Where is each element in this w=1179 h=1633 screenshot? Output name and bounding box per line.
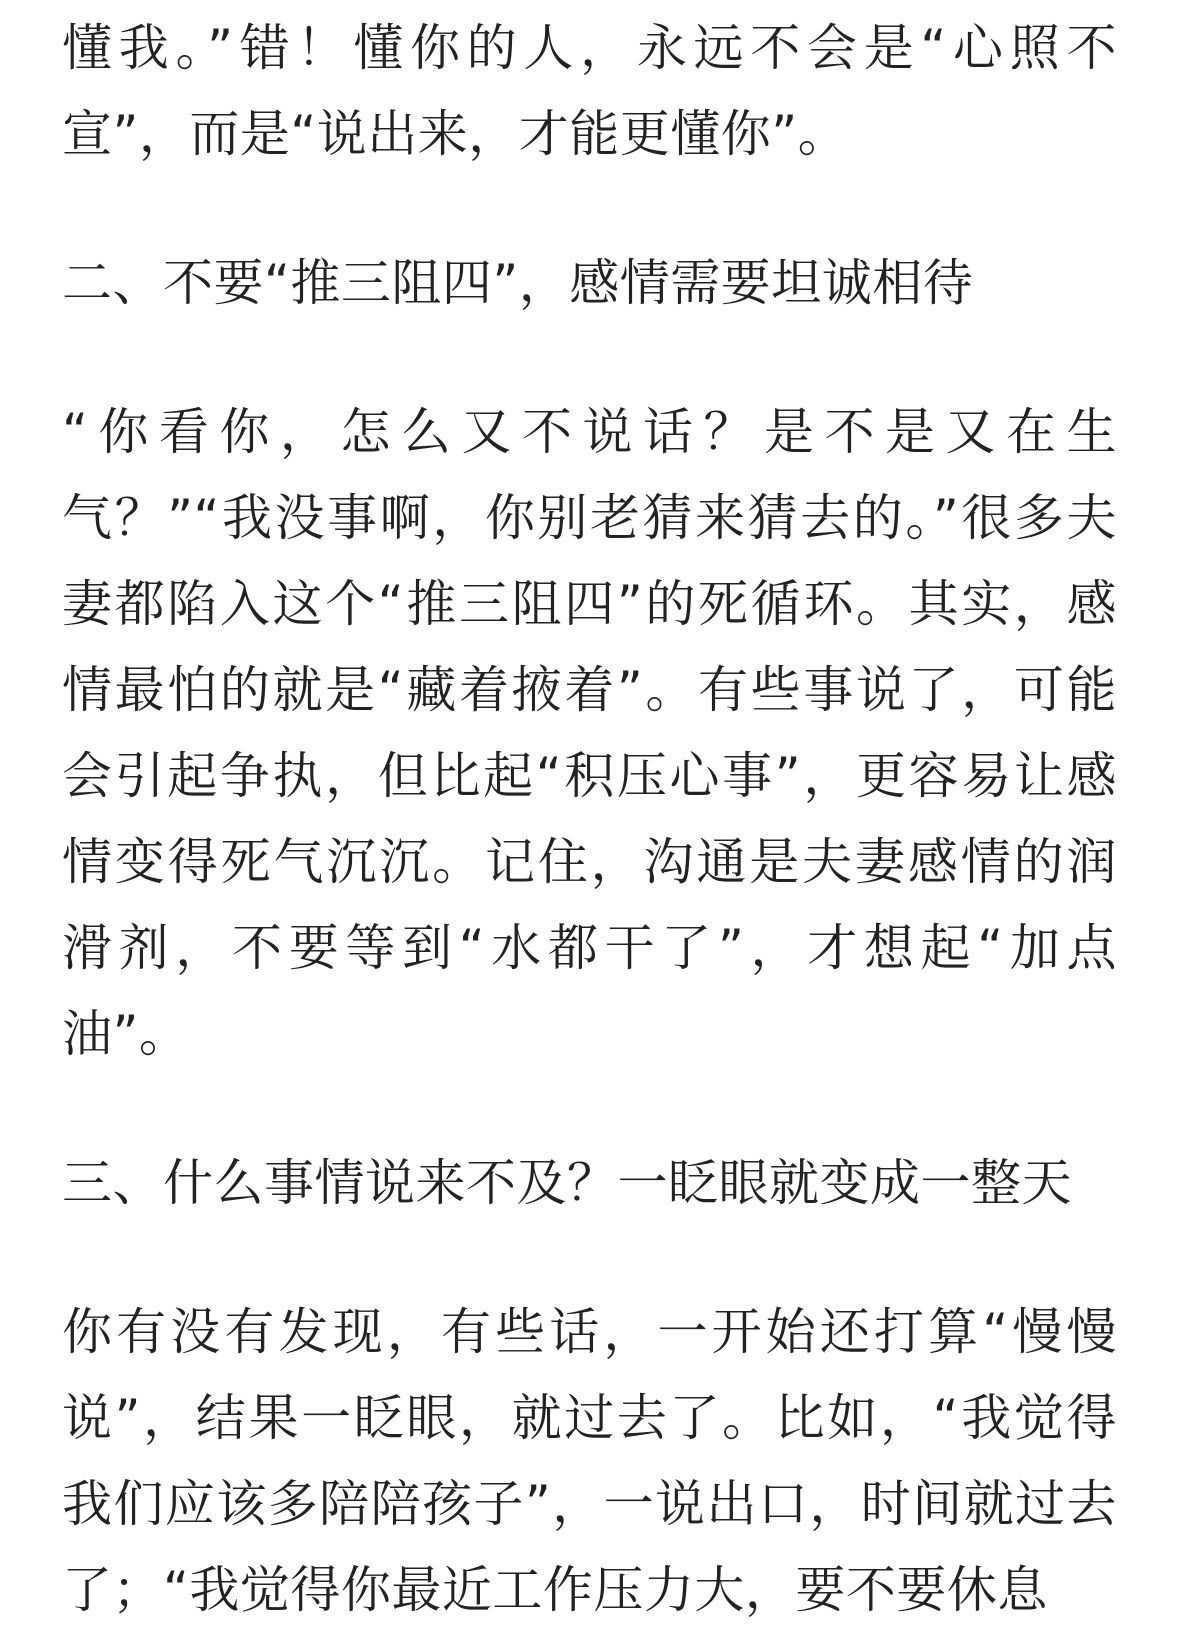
paragraph: “你看你，怎么又不说话？是不是又在生气？”“我没事啊，你别老猜来猜去的。”很多夫妻都陷入这个“推三阻四”的死循环。其实，感情最怕的就是“藏着掖着”。有些事说了，可能会引起争执，但比起“积压心事”，更容易让感情变得死气沉沉。记住，沟通是夫妻感情的润滑剂，不要等到“水都干了”，才想起“加点油”。 — [62, 403, 1117, 1063]
section-heading-2: 二、不要“推三阻四”，感情需要坦诚相待 — [62, 254, 974, 312]
paragraph: 你有没有发现，有些话，一开始还打算“慢慢说”，结果一眨眼，就过去了。比如，“我觉得我们应该多陪陪孩子”，一说出口，时间就过去了；“我觉得你最近工作压力大，要不要休息 — [62, 1303, 1117, 1619]
paragraph-continued: 懂我。”错！懂你的人，永远不会是“心照不宣”，而是“说出来，才能更懂你”。 — [62, 19, 1117, 163]
section-heading-3: 三、什么事情说来不及？一眨眼就变成一整天 — [62, 1154, 1072, 1212]
article-body — [62, 0, 1117, 1633]
